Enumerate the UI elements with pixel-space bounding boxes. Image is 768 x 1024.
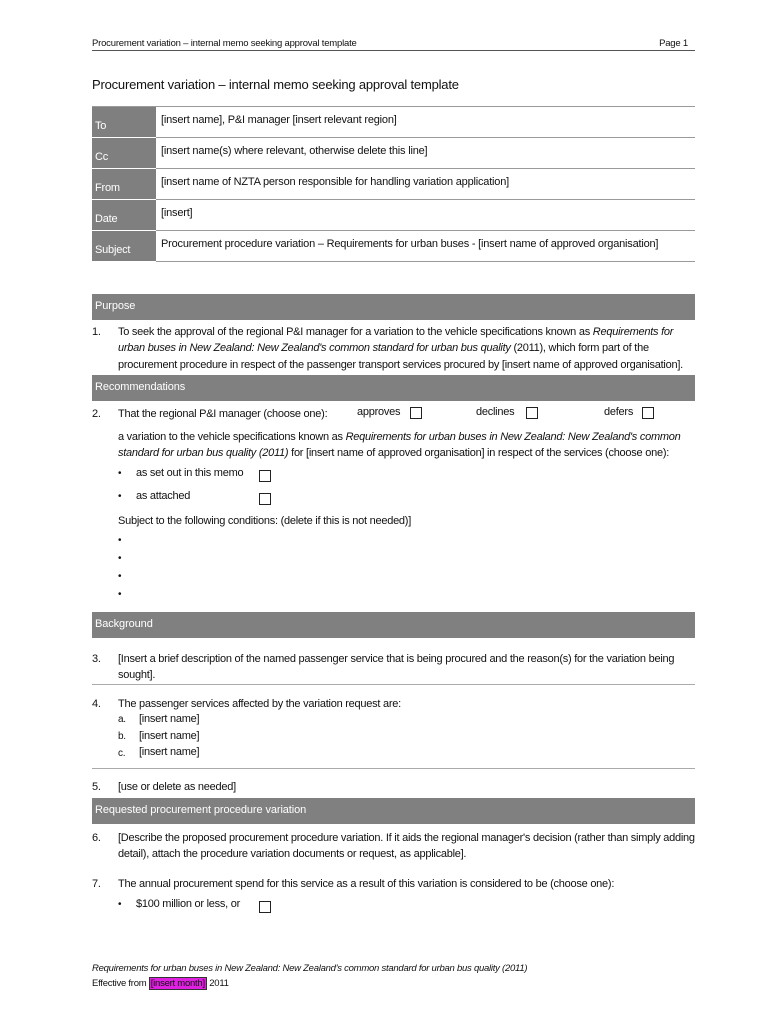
- footer-reference: Requirements for urban buses in New Zealand: New Zealand's common standard for urban bus quality (2011): [92, 963, 528, 974]
- paragraph-1: 1. To seek the approval of the regional P&I manager for a variation to the vehicle specifications known as Requirements for urban buses in New Zealand: New Zealand's common standard for urban bus quality (2011), which form part of the procurement procedure in respect of the passenger transport services procured by [insert name of approved organisation].: [92, 326, 683, 371]
- memo-value: [insert]: [156, 200, 695, 231]
- header-title: Procurement variation – internal memo seeking approval template: [92, 38, 357, 49]
- memo-label: Subject: [95, 244, 131, 256]
- section-heading-requested-variation: Requested procurement procedure variation: [92, 798, 695, 824]
- paragraph-5: 5. [use or delete as needed]: [92, 779, 695, 795]
- memo-row-from: [92, 169, 695, 200]
- list-marker: b.: [118, 731, 126, 742]
- bullet-icon: •: [118, 571, 122, 582]
- option-as-attached-label: as attached: [136, 490, 191, 502]
- paragraph-6: 6. [Describe the proposed procurement procedure variation. If it aids the regional manager's decision (rather than simply adding detail), attach the procedure variation documents or request, as applicable].: [92, 832, 695, 861]
- memo-label: To: [95, 120, 107, 132]
- section-heading-background: Background: [92, 612, 695, 638]
- memo-row-to: [92, 107, 695, 138]
- bullet-icon: •: [118, 553, 122, 564]
- bullet-icon: •: [118, 535, 122, 546]
- page-header: [92, 36, 695, 51]
- document-reference: Requirements for urban buses in New Zealand: New Zealand's common standard for urban bus quality (2011): [118, 431, 681, 460]
- memo-label: Cc: [95, 151, 109, 163]
- paragraph-lead: That the regional P&I manager (choose one):: [118, 408, 328, 420]
- option-as-set-out-label: as set out in this memo: [136, 467, 244, 479]
- paragraph-number: 2.: [92, 408, 101, 420]
- option-spend-label: $100 million or less, or: [136, 898, 241, 910]
- memo-value: [insert name(s) where relevant, otherwise delete this line]: [156, 138, 695, 169]
- bullet-icon: •: [118, 899, 122, 910]
- memo-label: From: [95, 182, 120, 194]
- paragraph-7: 7. The annual procurement spend for this service as a result of this variation is considered to be (choose one):: [92, 876, 695, 892]
- paragraph-number: 6.: [92, 832, 101, 844]
- document-reference: Requirements for urban buses in New Zealand: New Zealand's common standard for urban bus quality: [118, 326, 674, 355]
- conditions-text: Subject to the following conditions: (delete if this is not needed)]: [118, 515, 412, 527]
- list-item: [insert name]: [139, 713, 200, 725]
- memo-value: [insert name of NZTA person responsible for handling variation application]: [156, 169, 695, 200]
- paragraph-4: 4. The passenger services affected by the variation request are:: [92, 696, 695, 712]
- footer-effective: Effective from [insert month] 2011: [92, 978, 229, 989]
- memo-row-cc: [92, 138, 695, 169]
- option-approves-label: approves: [357, 406, 401, 418]
- paragraph-2-body: a variation to the vehicle specifications known as Requirements for urban buses in New Zealand: New Zealand's common standard for urban bus quality (2011) for [insert name of approved organisation] in respect of the services (choose one):: [118, 431, 681, 460]
- paragraph-number: 4.: [92, 698, 101, 710]
- memo-value: [insert name], P&I manager [insert relevant region]: [156, 107, 695, 138]
- list-item: [insert name]: [139, 730, 200, 742]
- section-heading-purpose: Purpose: [92, 294, 695, 320]
- bullet-icon: •: [118, 491, 122, 502]
- paragraph-number: 7.: [92, 878, 101, 890]
- as-attached-checkbox[interactable]: [259, 493, 271, 505]
- defers-checkbox[interactable]: [642, 407, 654, 419]
- paragraph-number: 1.: [92, 326, 101, 338]
- document-title: Procurement variation – internal memo seeking approval template: [92, 77, 459, 92]
- declines-checkbox[interactable]: [526, 407, 538, 419]
- as-set-out-checkbox[interactable]: [259, 470, 271, 482]
- bullet-icon: •: [118, 468, 122, 479]
- memo-value: Procurement procedure variation – Requirements for urban buses - [insert name of approved organisation]: [156, 231, 695, 262]
- option-declines-label: declines: [476, 406, 515, 418]
- memo-label: Date: [95, 213, 118, 225]
- paragraph-number: 5.: [92, 781, 101, 793]
- paragraph-number: 3.: [92, 653, 101, 665]
- page-number: Page 1: [659, 38, 688, 49]
- memo-row-subject: [92, 231, 695, 262]
- approves-checkbox[interactable]: [410, 407, 422, 419]
- memo-header-table: [92, 106, 695, 262]
- paragraph-3: 3. [Insert a brief description of the named passenger service that is being procured and the reason(s) for the variation being sought].: [92, 653, 675, 682]
- list-marker: a.: [118, 714, 126, 725]
- spend-100m-checkbox[interactable]: [259, 901, 271, 913]
- list-item: [insert name]: [139, 746, 200, 758]
- list-marker: c.: [118, 748, 126, 759]
- document-page: [92, 0, 695, 1024]
- divider: [92, 768, 695, 769]
- option-defers-label: defers: [604, 406, 634, 418]
- memo-row-date: [92, 200, 695, 231]
- bullet-icon: •: [118, 589, 122, 600]
- highlighted-placeholder: [insert month]: [150, 978, 205, 989]
- divider: [92, 684, 695, 685]
- section-heading-recommendations: Recommendations: [92, 375, 695, 401]
